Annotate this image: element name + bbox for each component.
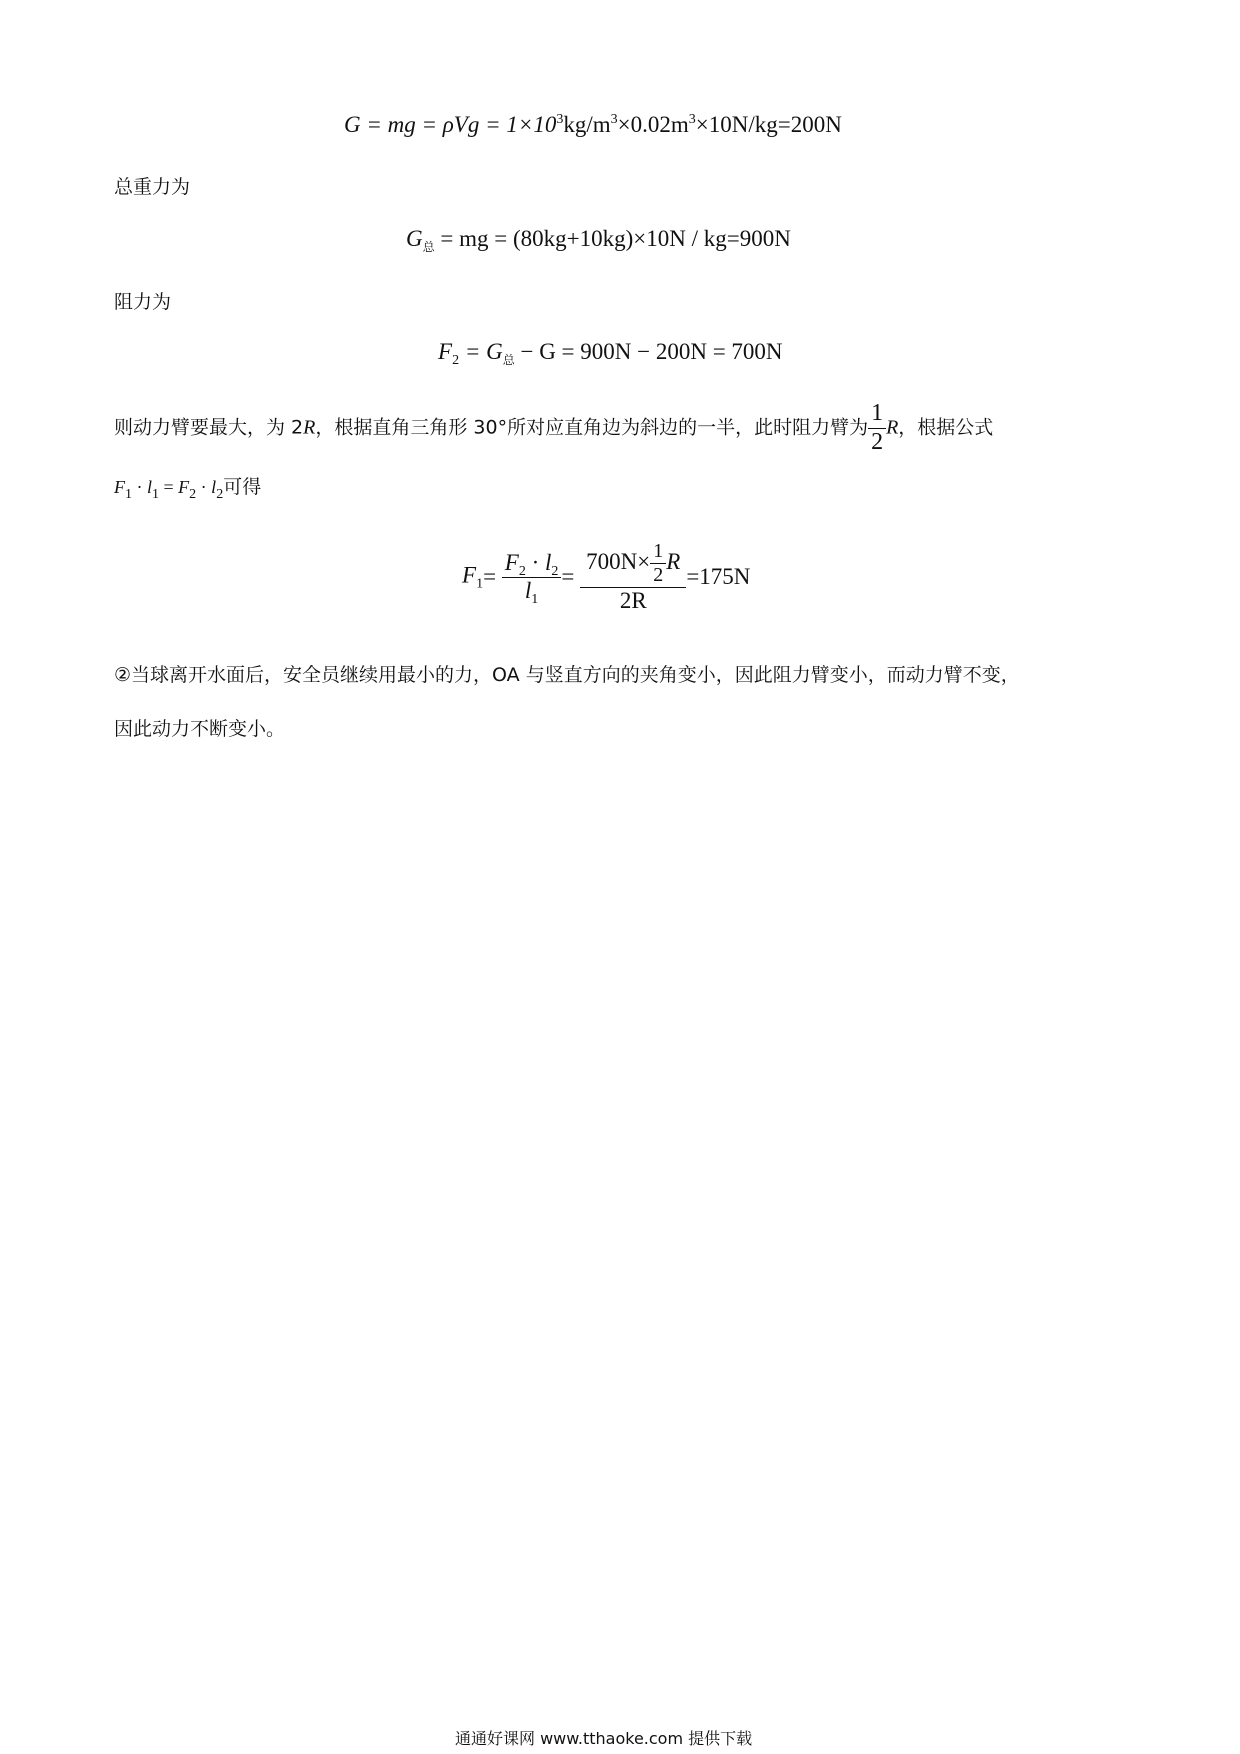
num-700N: 700N× bbox=[586, 548, 651, 574]
eq4-right-denominator: 2R bbox=[619, 588, 647, 613]
fraction-denominator: 2 bbox=[871, 428, 884, 455]
formula-sub: 1 bbox=[125, 487, 132, 502]
eq1-exp: 3 bbox=[688, 112, 696, 127]
para1-before: 则动力臂要最大，为 2 bbox=[114, 416, 304, 439]
eq4-F: F bbox=[462, 562, 477, 588]
num-F: F bbox=[504, 550, 519, 576]
num-sub: 2 bbox=[518, 564, 526, 580]
fraction-half bbox=[868, 400, 886, 456]
formula-sub: 2 bbox=[189, 487, 197, 502]
label-total-gravity: 总重力为 bbox=[114, 176, 191, 198]
para1-middle: ，根据直角三角形 30°所对应直角边为斜边的一半，此时阻力臂为 bbox=[315, 416, 869, 439]
formula-F: F bbox=[178, 477, 190, 497]
para1-after: ，根据公式 bbox=[898, 416, 994, 439]
eq4-inner-half bbox=[650, 540, 666, 587]
eq1-lhs: G = mg = ρVg = 1×10 bbox=[344, 112, 557, 137]
equation-resistance bbox=[438, 339, 783, 368]
equation-total-gravity bbox=[406, 226, 791, 252]
paragraph-lever-arm bbox=[114, 400, 993, 456]
footer-watermark: 通通好课网 www.tthaoke.com 提供下载 bbox=[455, 1729, 753, 1748]
eq1-volume: ×0.02m bbox=[617, 112, 689, 137]
eq4-result: =175N bbox=[686, 564, 751, 590]
eq3-subscript-zong: 总 bbox=[502, 353, 515, 367]
eq4-fraction-left bbox=[502, 550, 562, 607]
eq3-symbol: F bbox=[438, 339, 453, 364]
num-l: l bbox=[545, 550, 552, 576]
para1-R: R bbox=[886, 416, 899, 439]
label-resistance: 阻力为 bbox=[114, 291, 172, 313]
equation-force-F1 bbox=[462, 540, 750, 614]
paragraph-conclusion-line2: 因此动力不断变小。 bbox=[114, 718, 286, 740]
para1-line2-after: 可得 bbox=[223, 476, 262, 498]
inner-den: 2 bbox=[653, 564, 664, 586]
formula-dot: · bbox=[196, 477, 212, 497]
eq2-rhs: = mg = (80kg+10kg)×10N / kg=900N bbox=[434, 226, 791, 251]
eq3-eq: = G bbox=[459, 339, 503, 364]
eq4-left-numerator bbox=[502, 550, 562, 580]
formula-sub: 2 bbox=[216, 487, 224, 502]
eq2-symbol: G bbox=[406, 226, 423, 251]
eq4-fraction-right bbox=[580, 540, 686, 614]
den-sub: 1 bbox=[531, 591, 539, 607]
num-sub: 2 bbox=[551, 564, 559, 580]
eq3-subscript: 2 bbox=[452, 353, 460, 368]
inner-num: 1 bbox=[650, 540, 666, 564]
formula-F: F bbox=[114, 477, 125, 497]
eq4-left-denominator bbox=[502, 577, 562, 607]
para1-R: R bbox=[303, 416, 316, 439]
eq1-result: ×10N/kg=200N bbox=[695, 112, 842, 137]
formula-eq: = bbox=[159, 477, 179, 497]
equation-gravity-ball bbox=[344, 112, 842, 138]
formula-l: l bbox=[211, 477, 217, 497]
eq1-unit1: kg/m bbox=[563, 112, 611, 137]
eq2-subscript: 总 bbox=[422, 240, 435, 254]
fraction-numerator: 1 bbox=[868, 400, 886, 429]
eq1-exp: 3 bbox=[610, 112, 618, 127]
formula-dot: · bbox=[132, 477, 147, 497]
eq4-equals: = bbox=[483, 564, 497, 590]
num-R: R bbox=[666, 548, 681, 574]
eq4-equals: = bbox=[561, 564, 575, 590]
eq4-right-numerator bbox=[580, 540, 686, 588]
lever-formula-line bbox=[114, 472, 262, 502]
lever-balance-formula bbox=[114, 477, 224, 502]
formula-l: l bbox=[147, 477, 153, 497]
num-dot: · bbox=[525, 550, 546, 576]
den-l: l bbox=[524, 577, 532, 603]
formula-sub: 1 bbox=[152, 487, 160, 502]
paragraph-conclusion-line1: ②当球离开水面后，安全员继续用最小的力，OA 与竖直方向的夹角变小，因此阻力臂变小，而动力臂不变， bbox=[114, 664, 1020, 686]
eq1-exp: 3 bbox=[556, 112, 564, 127]
eq4-sub: 1 bbox=[476, 576, 484, 592]
eq3-rhs: − G = 900N − 200N = 700N bbox=[514, 339, 783, 364]
